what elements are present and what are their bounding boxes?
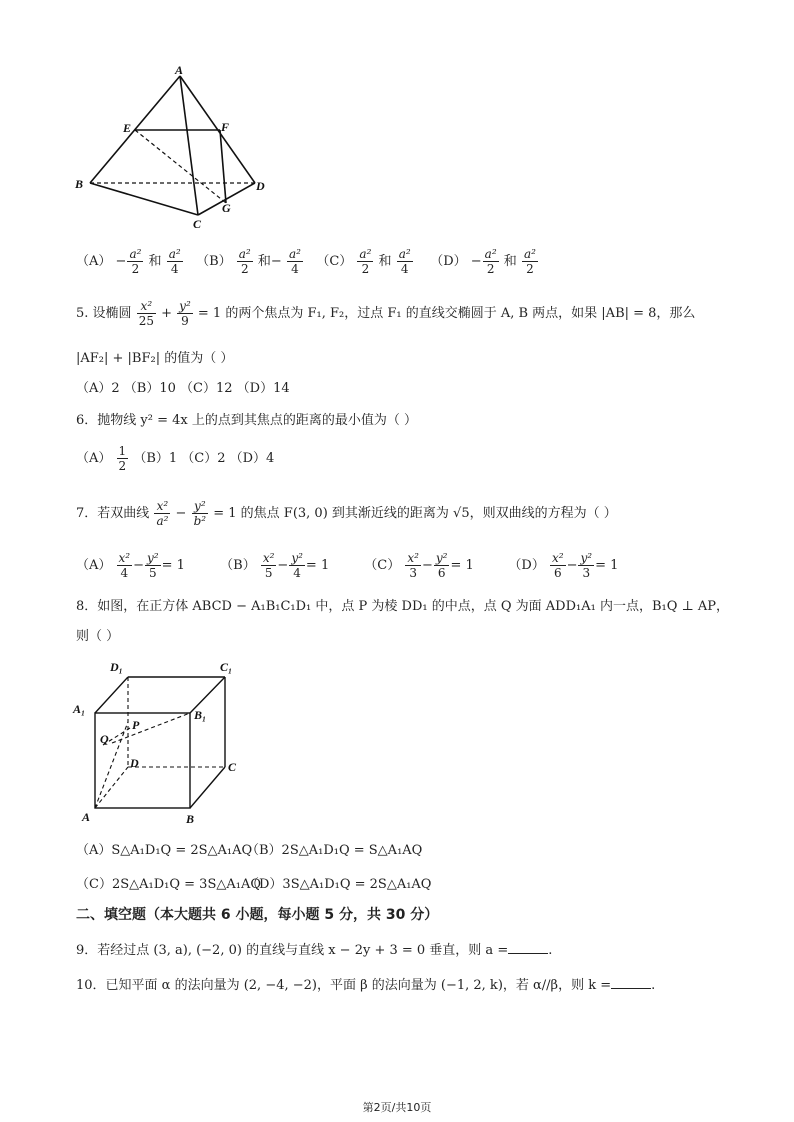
- q7-options: （A） $\frac{\text{x²}}{4}$ − $\frac{\text{y²}}{5}$ = 1 （B） $\frac{\text{x²}}{5}$ − $\frac{\text{y²}}{4}$ = 1 （C） $\frac{\text{x²}}{3}$ − $\frac{\text{y²}}{6}$ = 1 （D） $\frac{\text{x²}}{6}$ − $\frac{\text{y²}}{3}$ = 1: [76, 551, 619, 580]
- q4-b-label: （B）: [196, 254, 232, 269]
- label-F: F: [221, 120, 230, 134]
- q8-option-d: （D）3S△A₁D₁Q = 2S△A₁AQ: [246, 877, 432, 892]
- q6-line: 6．抛物线 y² = 4x 上的点到其焦点的距离的最小值为（ ）: [76, 413, 417, 428]
- page-footer: 第2页/共10页: [362, 1101, 432, 1114]
- label-A: A: [175, 63, 184, 77]
- q4-d-frac1: $\frac{\text{a²}}{2}$: [484, 247, 497, 276]
- label-E: E: [123, 121, 132, 135]
- q4-d-frac2: $\frac{\text{a²}}{2}$: [523, 247, 536, 276]
- q4-a-frac1: $\frac{\text{a²}}{2}$: [129, 247, 142, 276]
- cube-label-D1: D₁: [110, 660, 123, 674]
- cube-label-Q: Q: [100, 732, 109, 746]
- q4-c-label: （C）: [316, 254, 353, 269]
- cube-label-C1: C₁: [220, 660, 233, 674]
- cube-label-A1: A₁: [73, 702, 86, 716]
- tetrahedron-figure: [70, 60, 280, 235]
- q7-frac2: $\frac{\text{y²}}{\text{b²}}$: [193, 499, 207, 528]
- q4-b-frac2: $\frac{\text{a²}}{4}$: [288, 247, 301, 276]
- q4-d-label: （D）: [430, 254, 467, 269]
- q6-a-frac: $\frac{1}{2}$: [118, 444, 127, 473]
- q8-line1: 8．如图，在正方体 ABCD − A₁B₁C₁D₁ 中，点 P 为棱 DD₁ 的中点，点 Q 为面 ADD₁A₁ 内一点，B₁Q ⊥ AP，: [76, 599, 730, 614]
- q5-frac1: $\frac{\text{x²}}{25}$: [138, 299, 154, 328]
- q4-a-label: （A）: [76, 254, 112, 269]
- cube-label-C: C: [228, 760, 237, 774]
- q4-b-frac1: $\frac{\text{a²}}{2}$: [238, 247, 251, 276]
- cube-figure: [70, 655, 255, 830]
- q9-blank[interactable]: [508, 941, 548, 954]
- q10-blank[interactable]: [611, 976, 651, 989]
- q7-frac1: $\frac{\text{x²}}{\text{a²}}$: [156, 499, 169, 528]
- q4-c-frac1: $\frac{\text{a²}}{2}$: [359, 247, 372, 276]
- label-G: G: [222, 201, 231, 215]
- q5-frac2: $\frac{\text{y²}}{9}$: [179, 299, 191, 328]
- cube-label-B: B: [186, 812, 195, 826]
- q8-option-c: （C）2S△A₁D₁Q = 3S△A₁AQ: [76, 877, 261, 892]
- q10-line: 10．已知平面 α 的法向量为 (2, −4, −2)，平面 β 的法向量为 (−1, 2, k)，若 α//β，则 k = .: [76, 978, 656, 993]
- q4-c-frac2: $\frac{\text{a²}}{4}$: [398, 247, 411, 276]
- q5-line2: |AF₂| + |BF₂| 的值为（ ）: [76, 351, 234, 366]
- label-C: C: [193, 217, 202, 231]
- cube-label-D: D: [130, 756, 139, 770]
- q4-a-frac2: $\frac{\text{a²}}{4}$: [168, 247, 181, 276]
- label-D: D: [256, 179, 265, 193]
- q6-options: （A） $\frac{1}{2}$ （B）1 （C）2 （D）4: [76, 444, 275, 473]
- q8-option-a: （A）S△A₁D₁Q = 2S△A₁AQ: [76, 843, 253, 858]
- cube-label-B1: B₁: [194, 708, 207, 722]
- q8-option-b: （B）2S△A₁D₁Q = S△A₁AQ: [246, 843, 423, 858]
- label-B: B: [75, 177, 84, 191]
- q5-line1: 5. 设椭圆 $\frac{\text{x²}}{25}$ + $\frac{\text{y²}}{9}$ = 1 的两个焦点为 F₁, F₂，过点 F₁ 的直线交椭圆于 A, B 两点，如果 |AB| = 8，那么: [76, 299, 696, 328]
- section-title: 二、填空题（本大题共 6 小题，每小题 5 分，共 30 分）: [76, 907, 439, 923]
- q9-line: 9．若经过点 (3, a), (−2, 0) 的直线与直线 x − 2y + 3 = 0 垂直，则 a = .: [76, 943, 553, 958]
- q8-line2: 则（ ）: [76, 629, 120, 644]
- q4-options: （A） − $\frac{\text{a²}}{2}$ 和 $\frac{\text{a²}}{4}$ （B） $\frac{\text{a²}}{2}$ 和− $\frac{\text{a²}}{4}$ （C） $\frac{\text{a²}}{2}$ 和 $\frac{\text{a²}}{4}$ （D） − $\frac{\text{a²}}{2}$ 和 $\frac{\text{a²}}{2}$: [76, 247, 536, 276]
- cube-label-P: P: [132, 718, 140, 732]
- q7-line: 7．若双曲线 $\frac{\text{x²}}{\text{a²}}$ − $\frac{\text{y²}}{\text{b²}}$ = 1 的焦点 F(3, 0) 到其渐近线的距离为 √5，则双曲线的方程为（ ）: [76, 499, 617, 528]
- q5-options: （A）2 （B）10 （C）12 （D）14: [76, 381, 290, 396]
- cube-label-A: A: [82, 810, 91, 824]
